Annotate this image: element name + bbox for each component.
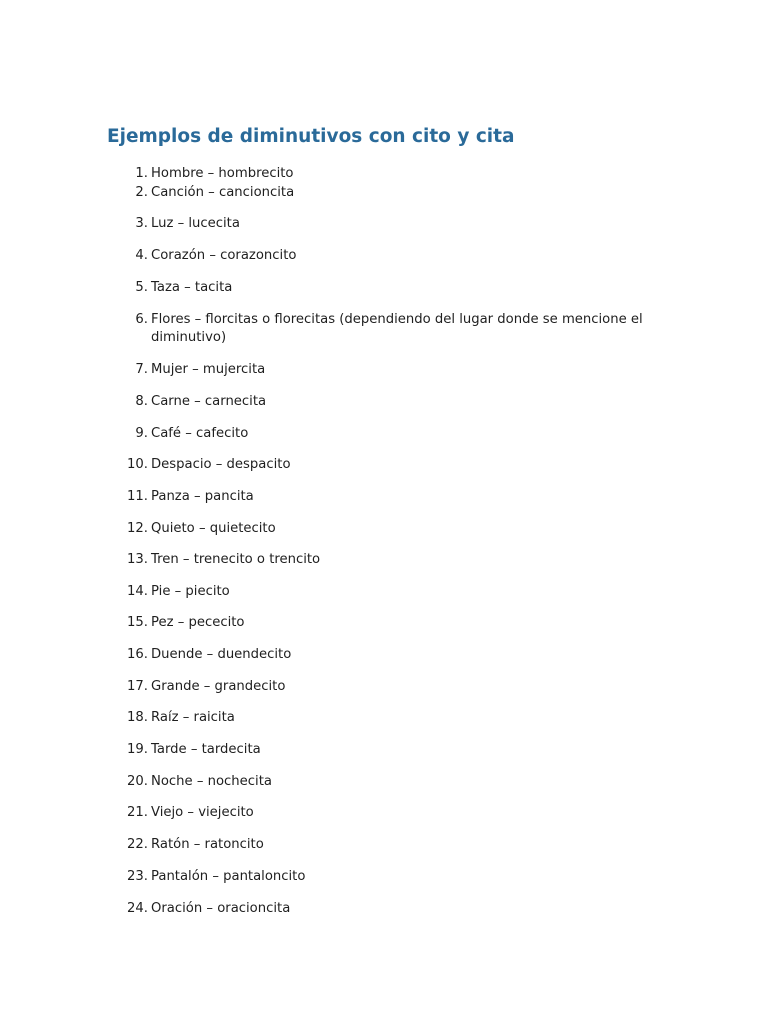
list-item-text: Noche – nochecita: [151, 774, 272, 789]
list-item-text: Ratón – ratoncito: [151, 837, 264, 852]
list-item-text: Café – cafecito: [151, 426, 249, 441]
list-item-number: 19.: [127, 742, 148, 757]
list-item-number: 9.: [135, 426, 148, 441]
list-item-text: Flores – florcitas o florecitas (dependiendo del lugar donde se mencione el diminutivo): [151, 312, 643, 345]
list-item-text: Hombre – hombrecito: [151, 166, 294, 181]
list-item-number: 22.: [127, 837, 148, 852]
list-item-text: Tren – trenecito o trencito: [151, 552, 321, 567]
list-item-text: Canción – cancioncita: [151, 185, 295, 200]
list-item-number: 24.: [127, 901, 148, 916]
list-item-number: 11.: [127, 489, 148, 504]
list-item-number: 1.: [135, 166, 148, 181]
list-item-text: Viejo – viejecito: [151, 805, 254, 820]
list-item-text: Tarde – tardecita: [151, 742, 261, 757]
list-item-number: 21.: [127, 805, 148, 820]
list-item-text: Oración – oracioncita: [151, 901, 291, 916]
list-item-number: 7.: [135, 362, 148, 377]
list-item-number: 18.: [127, 710, 148, 725]
list-item-text: Panza – pancita: [151, 489, 254, 504]
document-title: Ejemplos de diminutivos con cito y cita: [107, 126, 515, 147]
list-item-number: 17.: [127, 679, 148, 694]
list-item-number: 12.: [127, 521, 148, 536]
list-item-text: Corazón – corazoncito: [151, 248, 297, 263]
list-item-text: Raíz – raicita: [151, 710, 235, 725]
list-item-number: 3.: [135, 216, 148, 231]
list-item-text: Despacio – despacito: [151, 457, 291, 472]
list-item-text: Carne – carnecita: [151, 394, 267, 409]
list-item-text: Pie – piecito: [151, 584, 230, 599]
list-item-text: Mujer – mujercita: [151, 362, 266, 377]
list-item-text: Pantalón – pantaloncito: [151, 869, 306, 884]
list-item-text: Quieto – quietecito: [151, 521, 276, 536]
list-item-number: 4.: [135, 248, 148, 263]
list-item-text: Grande – grandecito: [151, 679, 286, 694]
list-item-number: 14.: [127, 584, 148, 599]
list-item-text: Luz – lucecita: [151, 216, 240, 231]
list-item-number: 13.: [127, 552, 148, 567]
list-item-number: 16.: [127, 647, 148, 662]
list-item-number: 8.: [135, 394, 148, 409]
list-item-number: 10.: [127, 457, 148, 472]
list-item-number: 2.: [135, 185, 148, 200]
list-item-text: Duende – duendecito: [151, 647, 292, 662]
list-item-text: Taza – tacita: [151, 280, 233, 295]
list-item-text: Pez – pececito: [151, 615, 245, 630]
list-item-number: 20.: [127, 774, 148, 789]
list-item-number: 23.: [127, 869, 148, 884]
list-item-number: 6.: [135, 312, 148, 327]
list-item-number: 15.: [127, 615, 148, 630]
list-item-number: 5.: [135, 280, 148, 295]
